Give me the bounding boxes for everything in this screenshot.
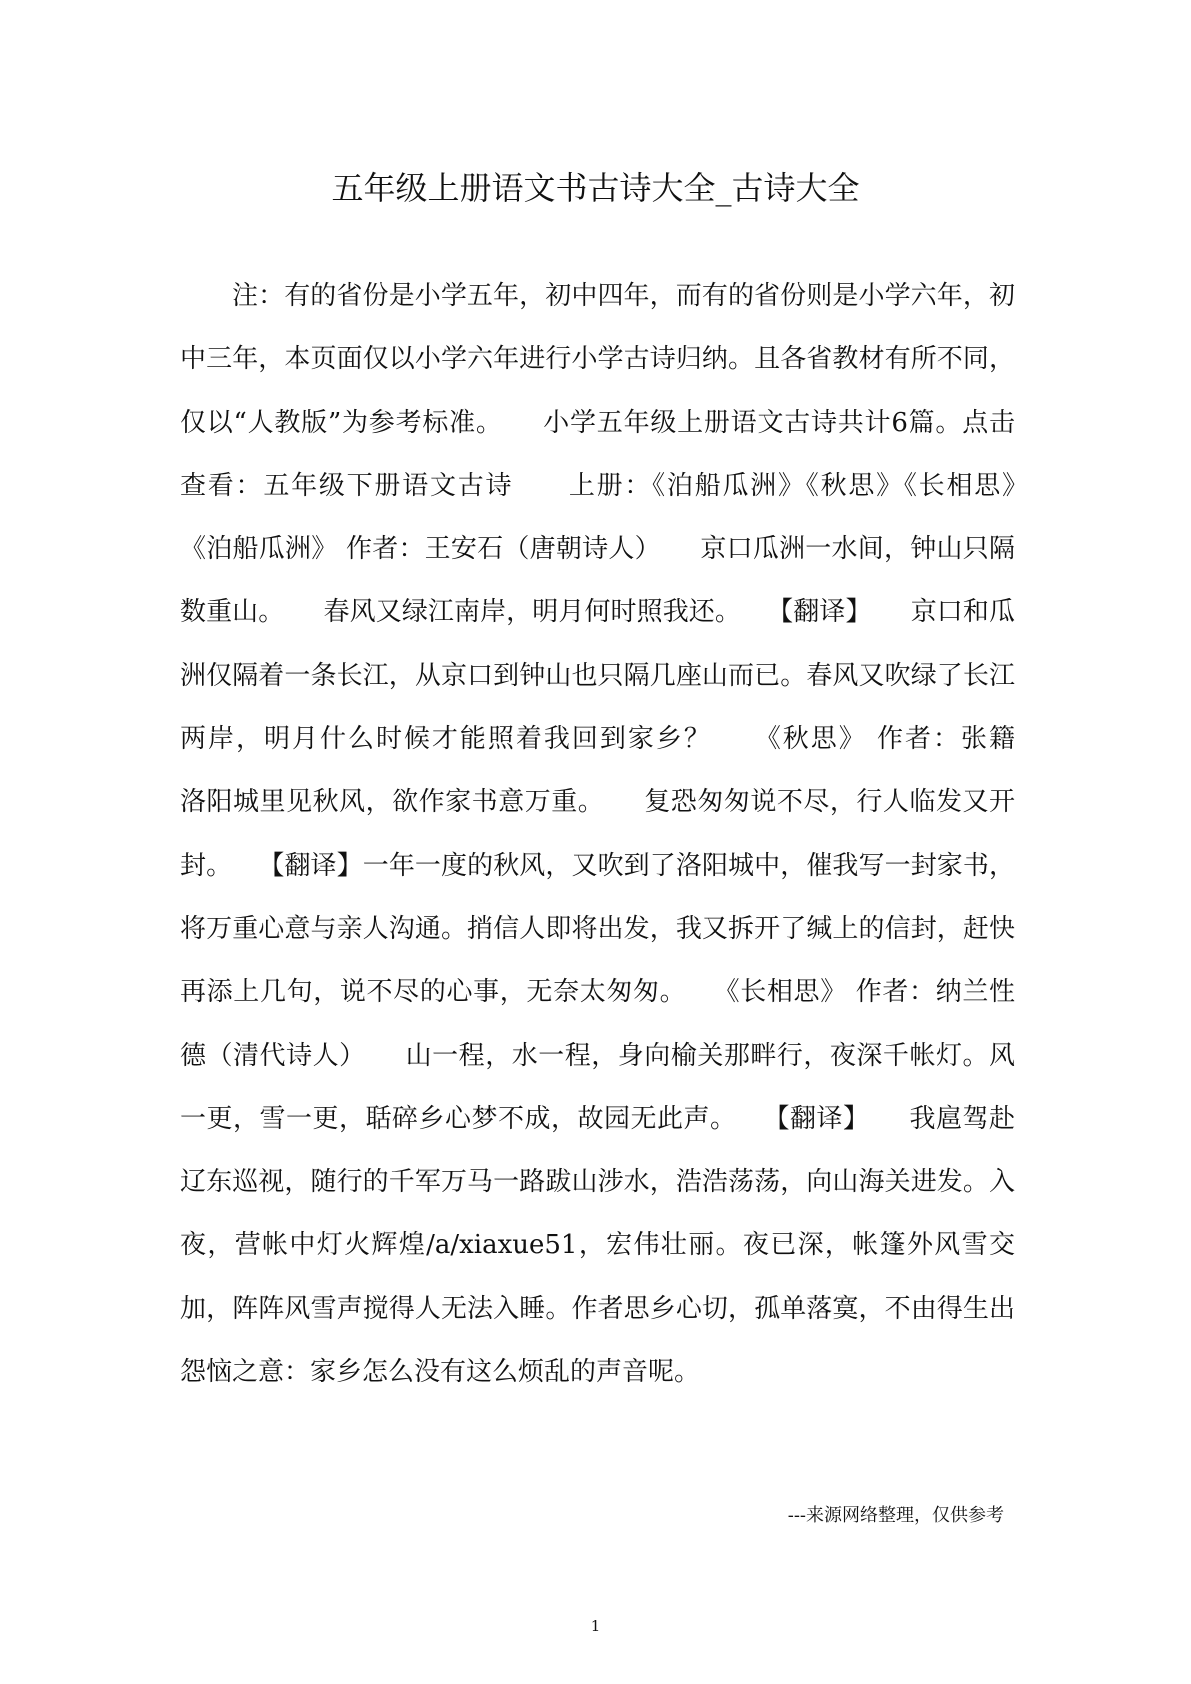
- source-note: ---来源网络整理，仅供参考: [787, 1505, 1004, 1526]
- page-number: 1: [590, 1617, 601, 1635]
- document-body: 注：有的省份是小学五年，初中四年，而有的省份则是小学六年，初中三年，本页面仅以小学六年进行小学古诗归纳。且各省教材有所不同，仅以“人教版”为参考标准。 小学五年级上册语文古诗共计6篇。点击查看：五年级下册语文古诗 上册：《泊船瓜洲》《秋思》《长相思》 《泊船瓜洲》 作者：王安石（唐朝诗人） 京口瓜洲一水间，钟山只隔数重山。 春风又绿江南岸，明月何时照我还。 【翻译】 京口和瓜洲仅隔着一条长江，从京口到钟山也只隔几座山而已。春风又吹绿了长江两岸，明月什么时候才能照着我回到家乡？ 《秋思》 作者：张籍 洛阳城里见秋风，欲作家书意万重。 复恐匆匆说不尽，行人临发又开封。 【翻译】一年一度的秋风，又吹到了洛阳城中，催我写一封家书，将万重心意与亲人沟通。捎信人即将出发，我又拆开了缄上的信封，赶快再添上几句，说不尽的心事，无奈太匆匆。 《长相思》 作者：纳兰性德（清代诗人） 山一程，水一程，身向榆关那畔行，夜深千帐灯。风一更，雪一更，聒碎乡心梦不成，故园无此声。 【翻译】 我扈驾赴辽东巡视，随行的千军万马一路跋山涉水，浩浩荡荡，向山海关进发。入夜，营帐中灯火辉煌/a/xiaxue51，宏伟壮丽。夜已深，帐篷外风雪交加，阵阵风雪声搅得人无法入睡。作者思乡心切，孤单落寞，不由得生出怨恼之意：家乡怎么没有这么烦乱的声音呢。: [180, 281, 1068, 1388]
- document-title: 五年级上册语文书古诗大全_古诗大全: [331, 169, 860, 207]
